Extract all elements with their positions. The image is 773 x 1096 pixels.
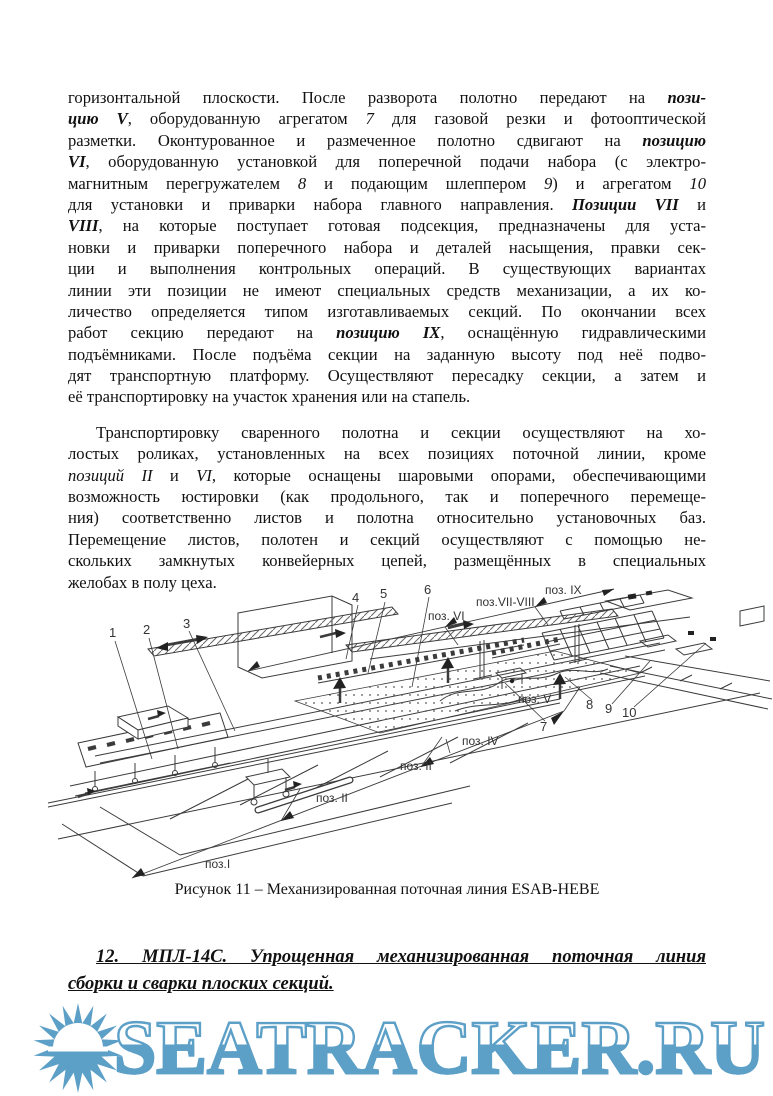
text-line: ния) соответственно листов и полотна относительно установочных баз. (68, 508, 706, 528)
callout-number: 10 (622, 705, 637, 720)
callout-number: 1 (109, 625, 117, 640)
text-line: новки и приварки поперечного набора и деталей насыщения, правки сек- (68, 237, 706, 257)
text-line: для установки и приварки набора главного направления. Позиции VII и (68, 194, 706, 214)
position-label: поз. II (316, 791, 348, 805)
text-line: позиций II и VI, которые оснащены шаровыми опорами, обеспечивающими (68, 465, 706, 485)
flow-line-diagram (0, 581, 773, 881)
callout-number: 6 (424, 582, 432, 597)
text-line: магнитным перегружателем 8 и подающим шлеппером 9) и агрегатом 10 (68, 173, 706, 193)
text-line: ции и выполнения контрольных операций. В существующих вариантах (68, 259, 706, 279)
text-line: горизонтальной плоскости. После разворота полотно передают на пози- (68, 88, 706, 107)
text-line: VI, оборудованную установкой для поперечной подачи набора (с электро- (68, 152, 706, 172)
position-label: поз.I (205, 857, 231, 871)
text-line: личество определяется типом изготавливаемых секций. По окончании всех (68, 301, 706, 321)
callout-number: 5 (380, 586, 388, 601)
text-line: Перемещение листов, полотен и секций осуществляют с помощью не- (68, 529, 706, 549)
text-line: цию V, оборудованную агрегатом 7 для газовой резки и фотооптической (68, 109, 706, 129)
section-heading (68, 944, 706, 997)
heading-line-1: 12. МПЛ-14С. Упрощенная механизированная поточная линия (96, 947, 706, 967)
callout-number: 2 (143, 622, 151, 637)
callout-number: 4 (352, 590, 360, 605)
text-line: разметки. Оконтурованное и размеченное полотно сдвигают на позицию (68, 130, 706, 150)
text-line: лостых роликах, установленных на всех позициях поточной линии, кроме (68, 444, 706, 464)
paragraph-1 (68, 87, 706, 408)
text-column (68, 87, 706, 593)
figure-caption: Рисунок 11 – Механизированная поточная линия ESAB-HEBE (174, 881, 600, 898)
text-line: скольких замкнутых конвейерных цепей, размещённых в специальных (68, 551, 706, 571)
text-line: желобах в полу цеха. (68, 572, 217, 592)
heading-line-2: сборки и сварки плоских секций. (68, 973, 334, 994)
text-line: её транспортировку на участок хранения или на стапель. (68, 387, 471, 407)
text-line: Транспортировку сваренного полотна и секции осуществляют на хо- (96, 422, 706, 442)
text-line: работ секцию передают на позицию IX, оснащённую гидравлическими (68, 323, 706, 343)
position-label: поз. IV (462, 734, 499, 748)
callout-number: 9 (605, 701, 613, 716)
diagram-linework (48, 589, 772, 878)
text-line: дят транспортную платформу. Осуществляют пересадку секции, а затем и (68, 366, 706, 386)
watermark-text: SEATRACKER.RU (114, 1002, 773, 1094)
position-label: поз. II (400, 759, 432, 773)
position-label: поз.VII-VIII (476, 595, 535, 609)
text-line: линии эти позиции не имеют специальных средств механизации, а их ко- (68, 280, 706, 300)
callout-number: 3 (183, 616, 191, 631)
position-label: поз. VI (428, 609, 465, 623)
position-label: поз. IX (545, 583, 582, 597)
text-line: VIII, на которые поступает готовая подсекция, предназначены для уста- (68, 216, 706, 236)
paragraph-2 (68, 422, 706, 593)
text-line: возможность юстировки (как продольного, так и поперечного перемеще- (68, 487, 706, 507)
text-line: подъёмниками. После подъёма секции на заданную высоту под неё подво- (68, 344, 706, 364)
position-label: поз. V (518, 692, 552, 706)
callout-number: 7 (540, 719, 548, 734)
callout-number: 8 (586, 697, 594, 712)
watermark (18, 1002, 773, 1096)
